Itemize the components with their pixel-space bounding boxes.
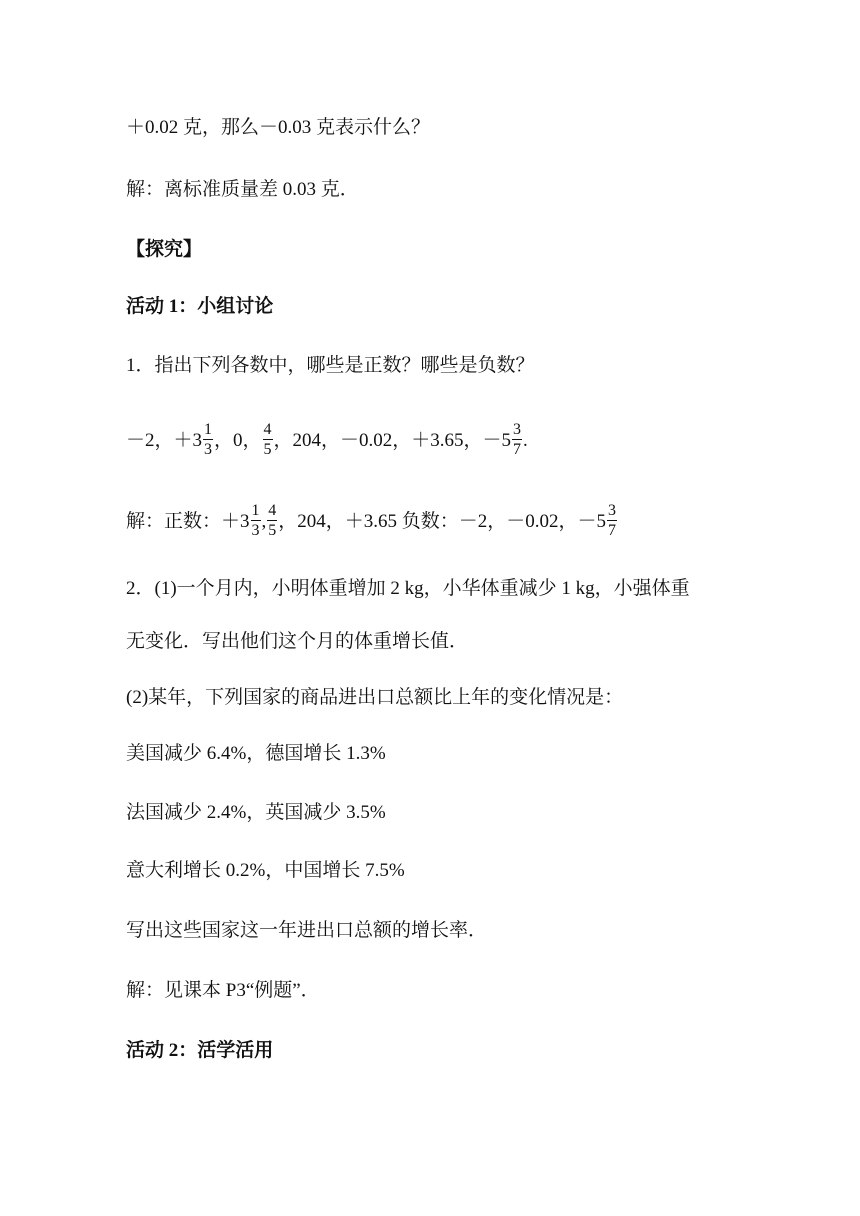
problem-1-prompt: 1．指出下列各数中，哪些是正数？哪些是负数？ — [126, 355, 535, 376]
fraction-three-sevenths — [607, 501, 617, 540]
denominator: 5 — [268, 522, 277, 539]
numerator: 4 — [268, 502, 277, 519]
fraction-one-third — [203, 420, 213, 459]
text-segment: ，204，－0.02，＋3.65，－5 — [273, 429, 512, 451]
trade-data-line: 美国减少 6.4%，德国增长 1.3% — [126, 743, 386, 764]
answer-reference: 解：见课本 P3“例题”． — [126, 980, 320, 1001]
numerator: 4 — [263, 421, 272, 438]
denominator: 7 — [513, 441, 522, 458]
question-continuation: ＋0.02 克，那么－0.03 克表示什么？ — [126, 117, 431, 138]
section-heading-explore: 【探究】 — [126, 239, 203, 260]
answer-text: 解：离标准质量差 0.03 克． — [126, 179, 359, 200]
fraction-four-fifths — [263, 420, 273, 459]
problem-2-instruction: 写出这些国家这一年进出口总额的增长率． — [126, 920, 488, 941]
problem-2-part-1: 2．(1)一个月内，小明体重增加 2 kg，小华体重减少 1 kg，小强体重 — [126, 578, 690, 599]
trade-data-line: 法国减少 2.4%，英国减少 3.5% — [126, 802, 386, 823]
fraction-four-fifths — [267, 501, 277, 540]
trade-data-line: 意大利增长 0.2%，中国增长 7.5% — [126, 860, 405, 881]
problem-2-part-1-cont: 无变化．写出他们这个月的体重增长值． — [126, 631, 469, 652]
answer-classification-line — [126, 503, 760, 542]
numerator: 1 — [204, 421, 213, 438]
fraction-three-sevenths — [512, 420, 522, 459]
activity-1-heading: 活动 1：小组讨论 — [126, 296, 274, 317]
denominator: 7 — [608, 522, 617, 539]
denominator: 3 — [251, 522, 260, 539]
numerator: 1 — [251, 502, 260, 519]
denominator: 3 — [204, 441, 213, 458]
text-segment: 解：正数：＋3 — [126, 510, 250, 532]
text-segment: －2，＋3 — [126, 429, 203, 451]
text-segment: ，0， — [214, 429, 262, 451]
numerator: 3 — [608, 502, 617, 519]
number-list-line — [126, 422, 760, 461]
numerator: 3 — [513, 421, 522, 438]
fraction-one-third — [251, 501, 261, 540]
text-segment: . — [523, 429, 528, 451]
text-segment: , — [261, 510, 267, 532]
denominator: 5 — [263, 441, 272, 458]
problem-2-part-2: (2)某年，下列国家的商品进出口总额比上年的变化情况是： — [126, 687, 624, 708]
activity-2-heading: 活动 2：活学活用 — [126, 1040, 274, 1061]
text-segment: ，204，＋3.65 负数：－2，－0.02，－5 — [278, 510, 607, 532]
